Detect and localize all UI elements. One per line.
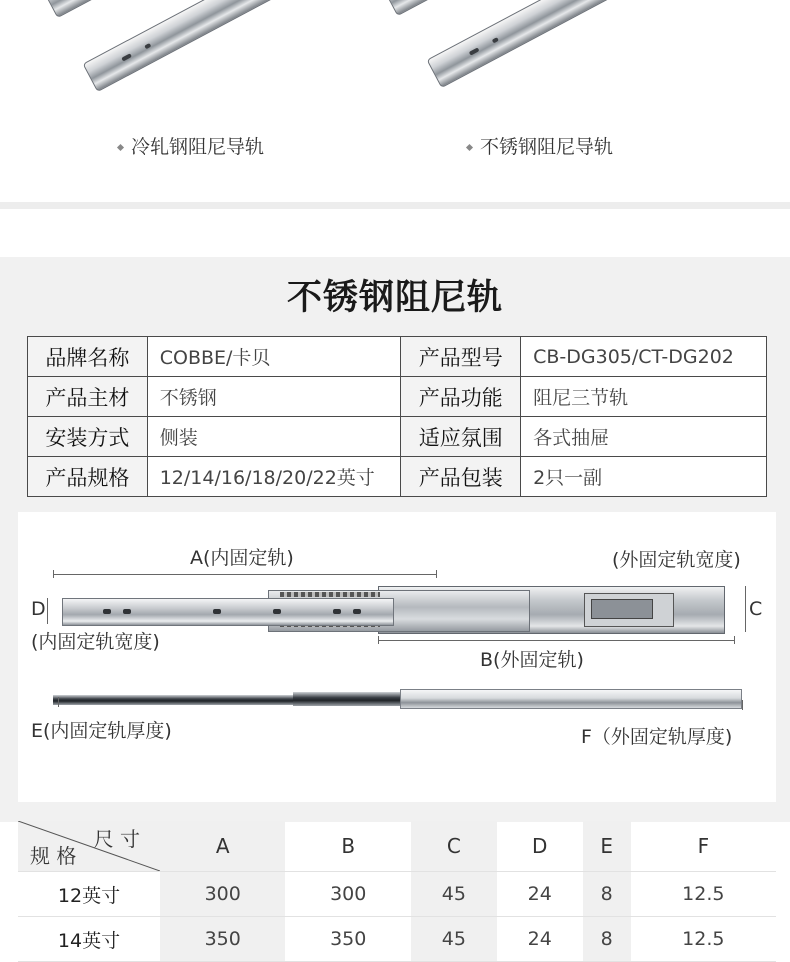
column-header: B [285, 821, 410, 872]
dimension-line-a [53, 574, 436, 575]
column-header: C [411, 821, 497, 872]
spec-value: CB-DG305/CT-DG202 [521, 337, 767, 377]
spec-key: 适应氛围 [401, 417, 521, 457]
row-label: 14英寸 [18, 917, 160, 962]
spec-value: 阻尼三节轨 [521, 377, 767, 417]
spec-table [27, 336, 767, 497]
dimension-line-e [58, 697, 59, 707]
tick [436, 570, 437, 578]
spec-value: 2只一副 [521, 457, 767, 497]
label-b: B(外固定轨) [480, 649, 584, 671]
table-cell: 12.5 [631, 872, 776, 917]
table-cell: 350 [285, 917, 410, 962]
label-c: C [749, 598, 763, 620]
section-title: 不锈钢阻尼轨 [286, 278, 503, 318]
spec-value: 12/14/16/18/20/22英寸 [147, 457, 401, 497]
table-row [18, 917, 776, 962]
column-header: E [583, 821, 631, 872]
spec-value: 不锈钢 [147, 377, 401, 417]
spec-row [28, 457, 767, 497]
column-header: F [631, 821, 776, 872]
size-table-header [18, 821, 776, 872]
table-cell: 45 [411, 872, 497, 917]
spec-key: 产品主材 [28, 377, 148, 417]
tick [378, 636, 379, 644]
label-a: A(内固定轨) [190, 547, 294, 569]
label-c-note: (外固定轨宽度) [612, 549, 741, 571]
size-table [18, 821, 776, 962]
spec-key: 产品规格 [28, 457, 148, 497]
dimension-line-d [47, 598, 48, 624]
spec-value: 侧装 [147, 417, 401, 457]
table-cell: 300 [160, 872, 285, 917]
dimension-diagram [18, 512, 776, 802]
table-cell: 12.5 [631, 917, 776, 962]
dimension-line-f [742, 700, 743, 710]
outer-rail-profile [400, 689, 742, 709]
table-cell: 8 [583, 917, 631, 962]
column-header: D [497, 821, 583, 872]
middle-rail-profile [293, 692, 403, 706]
table-cell: 8 [583, 872, 631, 917]
section-divider [0, 202, 790, 209]
dimension-line-c [745, 586, 746, 632]
label-f: F（外固定轨厚度) [581, 726, 733, 748]
table-row [18, 872, 776, 917]
caption-cold-rolled: 冷轧钢阻尼导轨 [118, 132, 264, 159]
spec-value: 各式抽屉 [521, 417, 767, 457]
label-d: D [31, 598, 46, 620]
cold-rolled-rail-image [40, 0, 300, 100]
table-cell: 300 [285, 872, 410, 917]
size-table-corner [18, 821, 160, 872]
table-cell: 45 [411, 917, 497, 962]
product-photo-section [0, 0, 790, 205]
spec-value: COBBE/卡贝 [147, 337, 401, 377]
stainless-rail-image [390, 0, 650, 100]
corner-label-spec: 规 格 [30, 844, 77, 868]
dimension-line-b [378, 640, 734, 641]
label-d-note: (内固定轨宽度) [31, 631, 160, 653]
label-e: E(内固定轨厚度) [31, 720, 172, 742]
spec-row [28, 377, 767, 417]
table-cell: 350 [160, 917, 285, 962]
spec-key: 安装方式 [28, 417, 148, 457]
row-label: 12英寸 [18, 872, 160, 917]
column-header: A [160, 821, 285, 872]
bullet-icon [117, 144, 124, 151]
tick [53, 570, 54, 578]
spec-key: 产品功能 [401, 377, 521, 417]
caption-stainless: 不锈钢阻尼导轨 [467, 132, 613, 159]
inner-rail-image [62, 598, 394, 626]
tick [734, 636, 735, 644]
spec-row [28, 337, 767, 377]
corner-label-size: 尺 寸 [93, 827, 140, 851]
table-cell: 24 [497, 872, 583, 917]
ball-bearing-row [280, 592, 380, 597]
spec-key: 品牌名称 [28, 337, 148, 377]
spec-row [28, 417, 767, 457]
bullet-icon [466, 144, 473, 151]
spec-key: 产品型号 [401, 337, 521, 377]
table-cell: 24 [497, 917, 583, 962]
spec-key: 产品包装 [401, 457, 521, 497]
